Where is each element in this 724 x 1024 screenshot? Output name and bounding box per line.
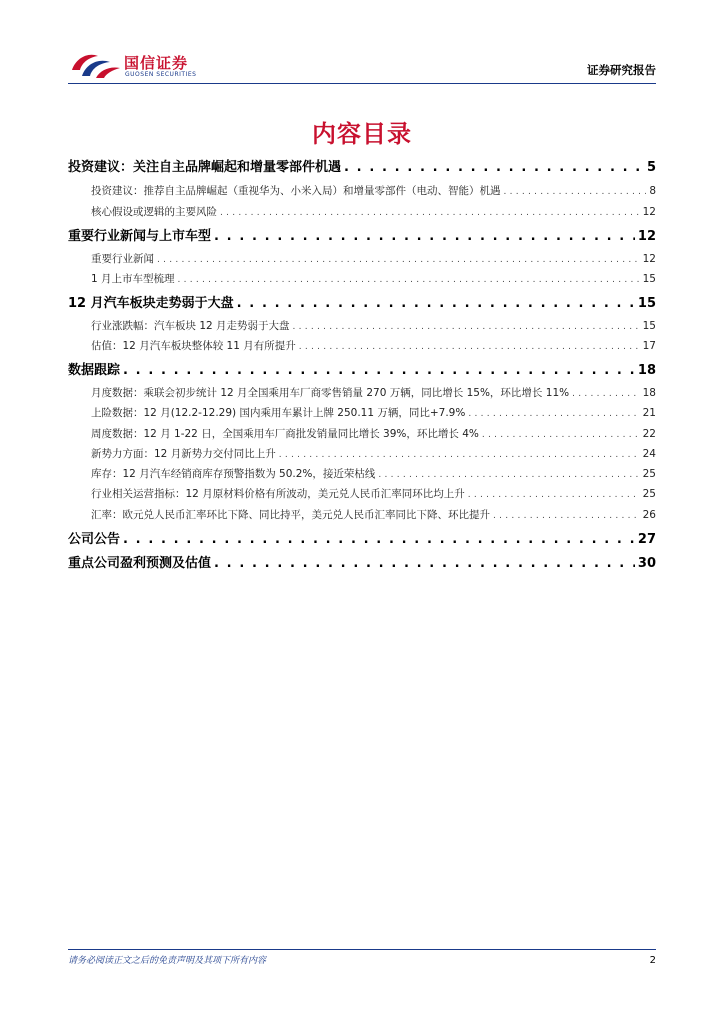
toc-entry[interactable]: [91, 204, 656, 219]
toc-entry-label: 重要行业新闻与上市车型: [68, 229, 212, 244]
toc-dot-leader: [237, 296, 635, 311]
toc-entry-page: 8: [649, 185, 656, 197]
footer-disclaimer: 请务必阅读正文之后的免责声明及其项下所有内容: [68, 956, 267, 966]
toc-entry[interactable]: [68, 359, 656, 378]
logo-text-cn: 国信证券: [124, 54, 189, 72]
toc-dot-leader: [214, 556, 635, 571]
toc-entry-page: 12: [642, 206, 656, 218]
toc-dot-leader: [482, 430, 640, 440]
report-type-label: 证券研究报告: [587, 63, 656, 77]
page-title: 内容目录: [312, 120, 412, 148]
toc-entry-page: 30: [637, 556, 656, 571]
toc-entry-label: 汇率：欧元兑人民币汇率环比下降、同比持平，美元兑人民币汇率同比下降、环比提升: [91, 509, 490, 521]
toc-entry-page: 12: [637, 229, 656, 244]
toc-entry-page: 15: [642, 320, 656, 332]
toc-entry[interactable]: [91, 426, 656, 441]
toc-entry-label: 投资建议：关注自主品牌崛起和增量零部件机遇: [68, 160, 342, 175]
toc-entry-label: 重点公司盈利预测及估值: [68, 556, 212, 571]
toc-entry-page: 18: [642, 387, 656, 399]
toc-dot-leader: [344, 160, 644, 175]
header-divider: [68, 83, 656, 84]
toc-dot-leader: [279, 450, 640, 460]
toc-entry[interactable]: [91, 318, 656, 333]
toc-dot-leader: [220, 208, 640, 218]
toc-entry-label: 重要行业新闻: [91, 253, 154, 265]
toc-entry-label: 行业涨跌幅：汽车板块 12 月走势弱于大盘: [91, 320, 290, 332]
toc-entry-label: 数据跟踪: [68, 363, 121, 378]
toc-dot-leader: [468, 490, 640, 500]
toc-dot-leader: [299, 342, 640, 352]
toc-entry-label: 核心假设或逻辑的主要风险: [91, 206, 217, 218]
toc-entry[interactable]: [68, 156, 656, 175]
logo-text-en: GUOSEN SECURITIES: [125, 71, 197, 78]
toc-entry[interactable]: [91, 486, 656, 501]
toc-entry-label: 估值：12 月汽车板块整体较 11 月有所提升: [91, 340, 296, 352]
toc-entry[interactable]: [68, 552, 656, 571]
toc-dot-leader: [157, 255, 640, 265]
toc-entry-page: 18: [637, 363, 656, 378]
toc-entry-page: 25: [642, 468, 656, 480]
toc-entry[interactable]: [91, 405, 656, 420]
toc-dot-leader: [378, 470, 639, 480]
report-header: [68, 48, 656, 84]
toc-entry[interactable]: [68, 292, 656, 311]
toc-entry[interactable]: [91, 466, 656, 481]
toc-entry[interactable]: [91, 446, 656, 461]
toc-entry-label: 新势力方面：12 月新势力交付同比上升: [91, 448, 276, 460]
toc-entry[interactable]: [91, 271, 656, 286]
toc-entry-page: 24: [642, 448, 656, 460]
toc-dot-leader: [214, 229, 635, 244]
toc-entry-page: 12: [642, 253, 656, 265]
toc-entry-label: 上险数据：12 月(12.2-12.29) 国内乘用车累计上牌 250.11 万辆，同比+7.9%: [91, 407, 466, 419]
toc-entry[interactable]: [68, 528, 656, 547]
toc-entry-label: 月度数据：乘联会初步统计 12 月全国乘用车厂商零售销量 270 万辆，同比增长 15%，环比增长 11%: [91, 387, 570, 399]
toc-dot-leader: [178, 275, 640, 285]
toc-entry-label: 公司公告: [68, 532, 121, 547]
toc-entry[interactable]: [91, 507, 656, 522]
toc-dot-leader: [293, 322, 640, 332]
toc-entry-label: 投资建议：推荐自主品牌崛起（重视华为、小米入局）和增量零部件（电动、智能）机遇: [91, 185, 501, 197]
toc-entry[interactable]: [91, 338, 656, 353]
toc-entry-page: 15: [637, 296, 656, 311]
toc-dot-leader: [468, 409, 639, 419]
toc-entry-page: 5: [646, 160, 656, 175]
toc-dot-leader: [572, 389, 640, 399]
toc-entry[interactable]: [91, 385, 656, 400]
toc-entry-page: 26: [642, 509, 656, 521]
guosen-logo-icon: [68, 48, 124, 82]
toc-dot-leader: [493, 511, 640, 521]
toc-entry-page: 22: [642, 428, 656, 440]
toc-entry-label: 行业相关运营指标：12 月原材料价格有所波动，美元兑人民币汇率同环比均上升: [91, 488, 465, 500]
toc-entry-page: 17: [642, 340, 656, 352]
page-number: 2: [649, 955, 656, 966]
toc-entry-label: 周度数据：12 月 1-22 日，全国乘用车厂商批发销量同比增长 39%，环比增长 4%: [91, 428, 479, 440]
toc-dot-leader: [504, 187, 647, 197]
toc-entry-page: 15: [642, 273, 656, 285]
toc-dot-leader: [123, 363, 635, 378]
toc-entry-label: 库存：12 月汽车经销商库存预警指数为 50.2%，接近荣枯线: [91, 468, 376, 480]
toc-entry-label: 1 月上市车型梳理: [91, 273, 175, 285]
footer-divider: [68, 949, 656, 950]
toc-entry-label: 12 月汽车板块走势弱于大盘: [68, 296, 234, 311]
toc-entry[interactable]: [91, 183, 656, 198]
toc-entry[interactable]: [91, 251, 656, 266]
toc-entry-page: 27: [637, 532, 656, 547]
toc-entry-page: 25: [642, 488, 656, 500]
toc-dot-leader: [123, 532, 635, 547]
toc-entry-page: 21: [642, 407, 656, 419]
toc-entry[interactable]: [68, 225, 656, 244]
